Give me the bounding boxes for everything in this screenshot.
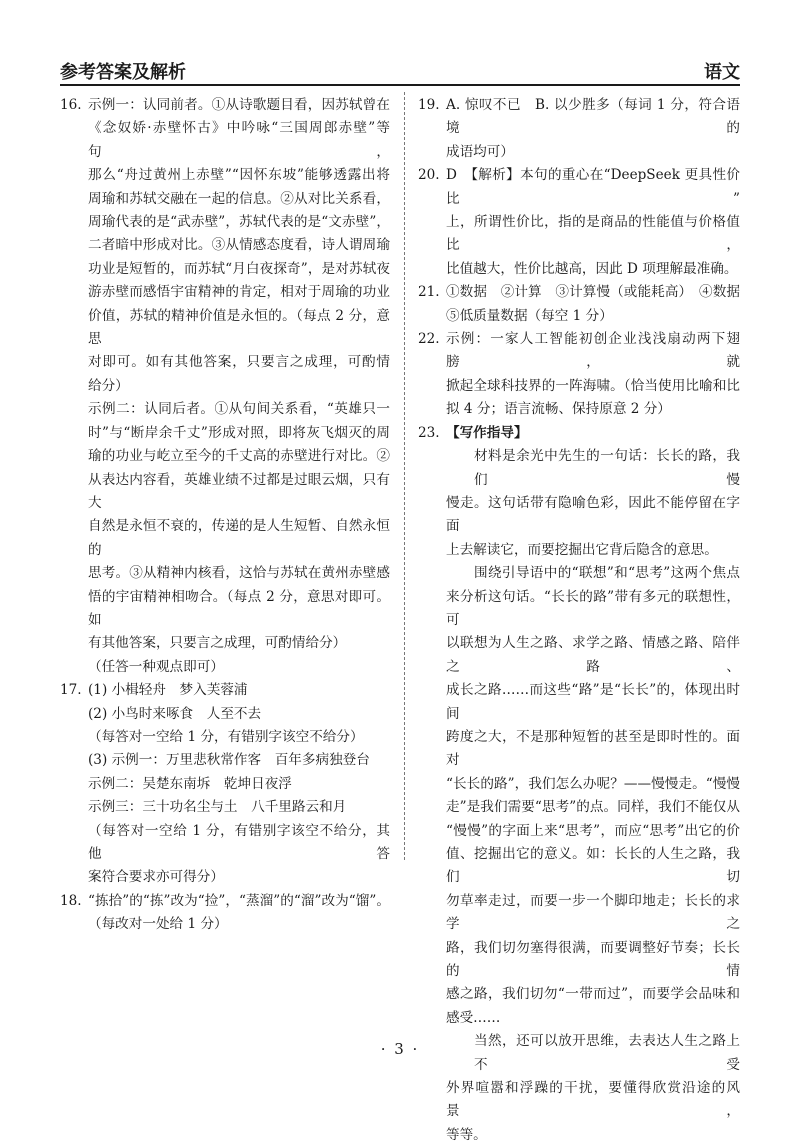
question-21: [418, 281, 740, 328]
answer-line: 比值越大，性价比越高，因此 D 项理解最准确。: [446, 260, 738, 277]
answer-line: ①数据 ②计算 ③计算慢（或能耗高） ④数据: [446, 284, 740, 301]
page-number: · 3 ·: [380, 1040, 420, 1058]
left-column: [60, 94, 390, 937]
answer-line: 二者暗中形成对比。③从情感态度看，诗人谓周瑜: [88, 237, 390, 254]
answer-line: （任答一种观点即可）: [88, 658, 224, 675]
answer-line: 上去解读它，而要挖掘出它背后隐含的意思。: [446, 541, 718, 558]
answer-line: 示例二：吴楚东南坼 乾坤日夜浮: [88, 775, 292, 792]
header-subject: 语文: [704, 62, 740, 83]
question-16: [60, 94, 390, 679]
answer-line: 成长之路……而这些“路”是“长长”的，体现出时间: [446, 682, 740, 722]
question-number: 17.: [60, 682, 82, 699]
question-18: [60, 890, 390, 937]
answer-line: 感受……: [446, 1009, 501, 1026]
answer-line: （每改对一处给 1 分）: [88, 916, 228, 933]
section-title: 【写作指导】: [446, 424, 528, 441]
answer-line: 掀起全球科技界的一阵海啸。（恰当使用比喻和比: [446, 377, 740, 394]
question-23: [418, 422, 740, 1147]
header-title: 参考答案及解析: [60, 62, 186, 83]
answer-line: 给分）: [88, 377, 129, 394]
answer-line: 上，所谓性价比，指的是商品的性能值与价格值比，: [446, 214, 740, 254]
question-20: [418, 164, 740, 281]
answer-line: 那么“舟过黄州上赤壁”“因怀东坡”能够透露出将: [88, 167, 390, 184]
answer-line: “拣拾”的“拣”改为“捡”，“蒸溜”的“溜”改为“馏”。: [88, 892, 390, 909]
answer-line: 拟 4 分；语言流畅、保持原意 2 分）: [446, 401, 671, 418]
answer-line: 等等。: [446, 1126, 487, 1143]
column-divider: [404, 92, 405, 860]
answer-line: 当然，还可以放开思维，去表达人生之路上不受: [474, 1033, 740, 1073]
question-17: [60, 679, 390, 890]
question-number: 22.: [418, 331, 440, 348]
answer-line: 跨度之大，不是那种短暂的甚至是即时性的。面对: [446, 728, 740, 769]
question-number: 20.: [418, 167, 440, 184]
answer-line: 勿草率走过，而要一步一个脚印地走；长长的求学之: [446, 892, 740, 933]
answer-line: 示例一：认同前者。①从诗歌题目看，因苏轼曾在: [88, 97, 390, 113]
answer-line: 价值，苏轼的精神价值是永恒的。（每点 2 分，意思: [88, 307, 390, 348]
answer-line: 走”是我们需要“思考”的点。同样，我们不能仅从: [446, 799, 740, 816]
answer-line: 来分析这句话。“长长的路”带有多元的联想性，可: [446, 588, 740, 628]
answer-line: (1) 小楫轻舟 梦入芙蓉浦: [88, 682, 248, 699]
question-number: 19.: [418, 97, 440, 113]
answer-line: 自然是永恒不衰的，传递的是人生短暂、自然永恒的: [88, 518, 390, 558]
answer-line: 外界喧嚣和浮躁的干扰，要懂得欣赏沿途的风景，: [446, 1080, 740, 1120]
answer-line: 示例三：三十功名尘与土 八千里路云和月: [88, 799, 347, 816]
page-header: [60, 58, 740, 84]
answer-line: 周瑜和苏轼交融在一起的信息。②从对比关系看，: [88, 190, 390, 207]
answer-line: “慢慢”的字面上来“思考”，而应“思考”出它的价: [446, 822, 740, 839]
answer-line: 示例：一家人工智能初创企业浅浅扇动两下翅膀，就: [446, 331, 740, 371]
answer-line: 《念奴娇·赤壁怀古》中吟咏“三国周郎赤壁”等句，: [88, 120, 390, 160]
question-19: [418, 94, 740, 164]
right-column: [418, 94, 740, 1147]
answer-line: 案符合要求亦可得分）: [88, 869, 224, 886]
header-rule: [60, 84, 740, 86]
answer-line: 功业是短暂的，而苏轼“月白夜探奇”，是对苏轼夜: [88, 260, 390, 277]
answer-line: 思考。③从精神内核看，这恰与苏轼在黄州赤壁感: [88, 565, 390, 582]
answer-line: （每答对一空给 1 分，有错别字该空不给分）: [88, 728, 364, 745]
question-number: 23.: [418, 424, 440, 441]
answer-line: 路，我们切勿塞得很满，而要调整好节奏；长长的情: [446, 939, 740, 980]
answer-line: 悟的宇宙精神相吻合。（每点 2 分，意思对即可。如: [88, 588, 390, 628]
answer-line: ⑤低质量数据（每空 1 分）: [446, 307, 613, 324]
question-number: 21.: [418, 284, 440, 301]
answer-line: 围绕引导语中的“联想”和“思考”这两个焦点: [474, 565, 740, 582]
answer-line: (2) 小鸟时来啄食 人至不去: [88, 705, 262, 722]
answer-line: 感之路，我们切勿“一带而过”，而要学会品味和: [446, 986, 740, 1003]
answer-line: 从表达内容看，英雄业绩不过都是过眼云烟，只有大: [88, 471, 390, 511]
answer-line: 时”与“断岸余千丈”形成对照，即将灰飞烟灭的周: [88, 424, 390, 441]
answer-line: （每答对一空给 1 分，有错别字该空不给分，其他答: [88, 822, 390, 862]
answer-line: 瑜的功业与屹立至今的千丈高的赤壁进行对比。②: [88, 448, 390, 465]
answer-line: D 【解析】本句的重心在“DeepSeek 更具性价比”: [446, 167, 740, 207]
answer-line: 材料是余光中先生的一句话：长长的路，我们慢: [474, 448, 740, 488]
answer-line: 示例二：认同后者。①从句间关系看，“英雄只一: [88, 401, 390, 418]
answer-line: 周瑜代表的是“武赤壁”，苏轼代表的是“文赤壁”，: [88, 214, 390, 231]
question-22: [418, 328, 740, 422]
question-number: 18.: [60, 892, 82, 909]
answer-line: A. 惊叹不已 B. 以少胜多（每词 1 分，符合语境的: [446, 97, 740, 137]
answer-line: “长长的路”，我们怎么办呢？——慢慢走。“慢慢: [446, 775, 740, 792]
question-number: 16.: [60, 97, 82, 113]
answer-line: (3) 示例一：万里悲秋常作客 百年多病独登台: [88, 752, 370, 769]
answer-line: 游赤壁而感悟宇宙精神的肯定，相对于周瑜的功业: [88, 284, 390, 301]
answer-line: 有其他答案，只要言之成理，可酌情给分）: [88, 635, 347, 652]
answer-line: 成语均可）: [446, 143, 514, 160]
answer-line: 以联想为人生之路、求学之路、情感之路、陪伴之路、: [446, 635, 740, 675]
answer-line: 值、挖掘出它的意义。如：长长的人生之路，我们切: [446, 846, 740, 886]
answer-line: 对即可。如有其他答案，只要言之成理，可酌情: [88, 354, 390, 371]
answer-line: 慢走。这句话带有隐喻色彩，因此不能停留在字面: [446, 494, 740, 535]
